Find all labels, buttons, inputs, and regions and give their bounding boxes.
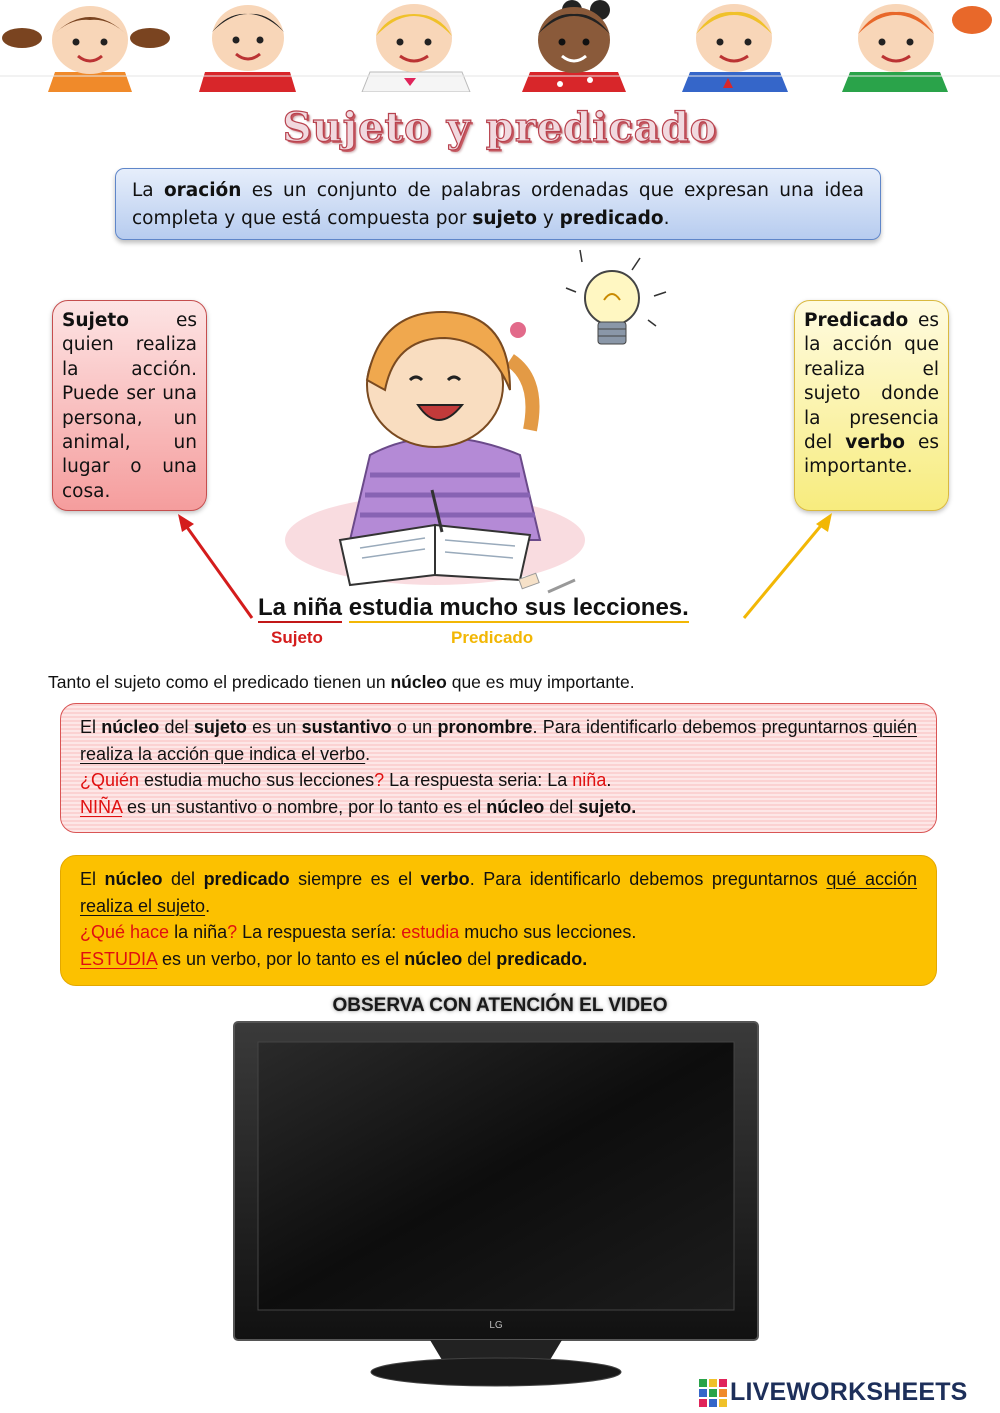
bold-text: predicado bbox=[203, 869, 290, 889]
liveworksheets-logo bbox=[698, 1377, 994, 1409]
nucleo-sujeto-line-3 bbox=[80, 794, 917, 821]
nucleo-predicado-line-1 bbox=[80, 866, 917, 919]
bold-text: sujeto bbox=[193, 717, 247, 737]
sujeto-term: Sujeto bbox=[62, 310, 129, 331]
intro-part: Tanto el sujeto como el predicado tienen un bbox=[48, 672, 391, 692]
predicado-term: Predicado bbox=[804, 310, 909, 331]
bold-text: núcleo bbox=[486, 796, 545, 817]
predicate-arrow bbox=[744, 513, 832, 618]
intro-part: que es muy importante. bbox=[446, 672, 635, 692]
example-sentence bbox=[258, 594, 689, 622]
kid-5 bbox=[682, 4, 788, 92]
sujeto-text: es quien realiza la acción. Puede ser una persona, un animal, un lugar o una cosa. bbox=[62, 310, 197, 502]
red-text: niña bbox=[572, 770, 607, 790]
text: del bbox=[544, 796, 579, 817]
intro-nucleo: núcleo bbox=[390, 672, 447, 692]
example-subject: La niña bbox=[258, 594, 343, 621]
red-text: ? bbox=[227, 922, 238, 942]
text: siempre es el bbox=[289, 869, 421, 889]
bold-text: núcleo bbox=[101, 717, 160, 737]
red-text: estudia bbox=[401, 922, 460, 942]
kid-3 bbox=[362, 4, 470, 92]
red-text: ¿Quién bbox=[80, 770, 140, 790]
predicado-term-verbo: verbo bbox=[845, 432, 905, 454]
kid-2 bbox=[199, 5, 296, 92]
text: El bbox=[80, 717, 102, 737]
video-player-tv[interactable] bbox=[230, 1020, 762, 1390]
page-title: Sujeto y predicado bbox=[282, 104, 718, 151]
kid-4 bbox=[522, 0, 626, 92]
bold-text: verbo bbox=[420, 869, 470, 889]
bold-text: sujeto. bbox=[578, 796, 637, 817]
subject-arrow bbox=[178, 514, 252, 618]
bold-text: pronombre bbox=[437, 717, 533, 737]
def-text: y bbox=[536, 208, 560, 229]
text: . bbox=[365, 743, 371, 764]
def-term-oracion: oración bbox=[163, 180, 242, 201]
def-term-predicado: predicado bbox=[559, 208, 664, 229]
nucleo-sujeto-line-2 bbox=[80, 767, 917, 794]
nucleo-predicado-box bbox=[60, 855, 937, 986]
underlined-text: qué acción realiza el sujeto bbox=[80, 869, 917, 916]
definition-box bbox=[115, 168, 881, 240]
text: El bbox=[80, 869, 105, 889]
text: del bbox=[159, 717, 194, 737]
tv-brand-logo: LG bbox=[489, 1320, 503, 1331]
liveworksheets-wordmark: LIVEWORKSHEETS bbox=[730, 1378, 968, 1406]
red-text: ? bbox=[374, 770, 385, 790]
lightbulb-icon bbox=[566, 250, 666, 344]
intro-text bbox=[48, 672, 635, 693]
red-text: ¿Qué hace bbox=[80, 922, 170, 942]
text: la niña bbox=[169, 922, 228, 942]
text: o un bbox=[391, 717, 438, 737]
text: del bbox=[162, 869, 204, 889]
predicado-text: es la acción que realiza el sujeto donde la presencia del bbox=[804, 310, 939, 454]
girl-figure bbox=[350, 312, 540, 540]
bold-text: sustantivo bbox=[301, 717, 392, 737]
text: . bbox=[205, 895, 211, 916]
text: La respuesta sería: bbox=[237, 922, 402, 942]
kids-banner-illustration bbox=[0, 0, 1000, 92]
nucleo-predicado-line-3 bbox=[80, 946, 917, 973]
red-underlined-text: ESTUDIA bbox=[80, 948, 158, 969]
video-heading: OBSERVA CON ATENCIÓN EL VIDEO bbox=[332, 995, 668, 1016]
text: . Para identificarlo debemos preguntarnos bbox=[469, 869, 827, 889]
text: del bbox=[462, 948, 497, 969]
def-term-sujeto: sujeto bbox=[472, 208, 537, 229]
text: . Para identificarlo debemos preguntarnos bbox=[532, 717, 873, 737]
girl-studying-illustration bbox=[170, 240, 840, 625]
def-text: La bbox=[132, 180, 164, 201]
text: La respuesta seria: La bbox=[384, 770, 573, 790]
bold-text: núcleo bbox=[404, 948, 463, 969]
nucleo-sujeto-box bbox=[60, 703, 937, 833]
bold-text: predicado. bbox=[496, 948, 588, 969]
bold-text: núcleo bbox=[104, 869, 163, 889]
text: es un bbox=[246, 717, 302, 737]
def-text: . bbox=[663, 208, 670, 229]
nucleo-sujeto-line-1 bbox=[80, 714, 917, 767]
liveworksheets-icon bbox=[698, 1378, 728, 1408]
def-text: es un conjunto de palabras ordenadas que expresan una idea completa y que está compuesta por bbox=[132, 180, 864, 229]
text: es un verbo, por lo tanto es el bbox=[157, 948, 405, 969]
predicate-label: Predicado bbox=[451, 628, 534, 647]
text: estudia mucho sus lecciones bbox=[139, 770, 375, 790]
text: . bbox=[606, 770, 612, 790]
predicado-text: es importante. bbox=[804, 432, 939, 478]
text: mucho sus lecciones. bbox=[459, 922, 637, 942]
text: es un sustantivo o nombre, por lo tanto es el bbox=[122, 796, 487, 817]
red-underlined-text: NIÑA bbox=[80, 796, 123, 817]
example-predicate: estudia mucho sus lecciones. bbox=[348, 594, 689, 621]
underlined-text: quién realiza la acción que indica el verbo bbox=[80, 717, 917, 764]
kid-1 bbox=[2, 6, 170, 92]
nucleo-predicado-line-2 bbox=[80, 919, 917, 946]
subject-label: Sujeto bbox=[271, 628, 323, 647]
kid-6 bbox=[842, 4, 992, 92]
